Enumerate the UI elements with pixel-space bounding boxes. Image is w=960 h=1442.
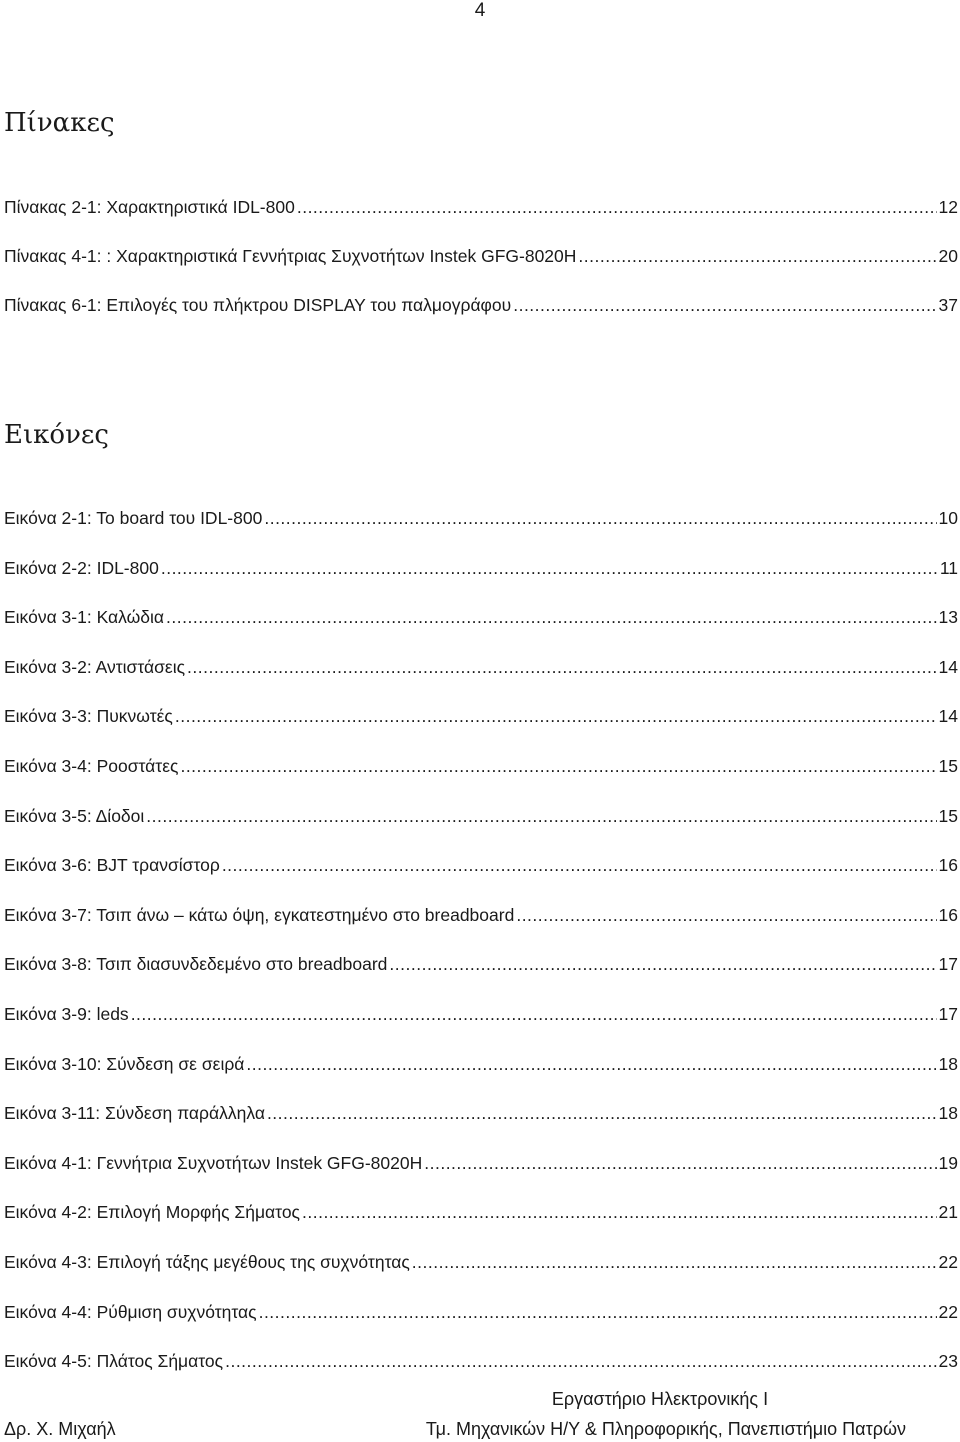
- toc-entry-title: Πίνακας 4-1: : Χαρακτηριστικά Γεννήτριας Συχνοτήτων Instek GFG-8020H: [4, 246, 577, 266]
- toc-entry[interactable]: [4, 755, 958, 777]
- toc-entry-title: Πίνακας 6-1: Επιλογές του πλήκτρου DISPLAY του παλμογράφου: [4, 295, 512, 315]
- tables-heading: Πίνακες: [4, 108, 115, 138]
- page-number: 4: [474, 0, 486, 21]
- toc-entry[interactable]: [4, 1152, 958, 1174]
- toc-entry-title: Εικόνα 4-4: Ρύθμιση συχνότητας: [4, 1301, 257, 1322]
- toc-entry-title: Εικόνα 3-2: Αντιστάσεις: [4, 656, 186, 677]
- dot-leader: [516, 904, 936, 926]
- toc-entry-page: 10: [938, 508, 958, 528]
- figures-heading: Εικόνες: [4, 420, 109, 450]
- dot-leader: [166, 606, 936, 628]
- toc-entry-page: 37: [938, 295, 958, 315]
- toc-entry[interactable]: [4, 507, 958, 529]
- dot-leader: [513, 294, 936, 316]
- dot-leader: [267, 1102, 937, 1124]
- toc-entry-page: 17: [938, 954, 958, 975]
- toc-entry-page: 19: [938, 1152, 958, 1173]
- toc-entry-title: Πίνακας 2-1: Χαρακτηριστικά IDL-800: [4, 197, 295, 217]
- toc-entry-title: Εικόνα 3-8: Τσιπ διασυνδεδεμένο στο breadboard: [4, 954, 388, 975]
- toc-entry-page: 22: [938, 1251, 958, 1272]
- dot-leader: [302, 1201, 937, 1223]
- toc-entry[interactable]: [4, 1053, 958, 1075]
- toc-entry[interactable]: [4, 1251, 958, 1273]
- toc-entry-title: Εικόνα 4-5: Πλάτος Σήματος: [4, 1351, 224, 1372]
- dot-leader: [131, 1003, 937, 1025]
- figures-list: [4, 507, 958, 1400]
- dot-leader: [187, 656, 937, 678]
- toc-entry-title: Εικόνα 3-3: Πυκνωτές: [4, 706, 173, 727]
- dot-leader: [578, 245, 936, 267]
- toc-entry[interactable]: [4, 196, 958, 218]
- toc-entry-title: Εικόνα 3-1: Καλώδια: [4, 607, 165, 628]
- tables-list: [4, 196, 958, 343]
- toc-entry-title: Εικόνα 4-3: Επιλογή τάξης μεγέθους της συχνότητας: [4, 1251, 410, 1272]
- dot-leader: [259, 1301, 937, 1323]
- toc-entry[interactable]: [4, 904, 958, 926]
- toc-entry-page: 23: [938, 1351, 958, 1372]
- toc-entry-title: Εικόνα 2-2: IDL-800: [4, 557, 159, 578]
- dot-leader: [246, 1053, 936, 1075]
- toc-entry-title: Εικόνα 3-6: BJT τρανσίστορ: [4, 855, 220, 876]
- toc-entry-page: 14: [938, 706, 958, 727]
- footer-author: Δρ. Χ. Μιχαήλ: [4, 1419, 116, 1439]
- toc-entry-title: Εικόνα 4-1: Γεννήτρια Συχνοτήτων Instek GFG-8020H: [4, 1152, 423, 1173]
- toc-entry-page: 11: [939, 557, 958, 578]
- toc-entry-page: 15: [938, 755, 958, 776]
- toc-entry[interactable]: [4, 656, 958, 678]
- toc-entry-title: Εικόνα 3-5: Δίοδοι: [4, 805, 145, 826]
- toc-entry-page: 22: [938, 1301, 958, 1322]
- toc-entry-page: 21: [938, 1202, 958, 1223]
- dot-leader: [180, 755, 936, 777]
- toc-entry-title: Εικόνα 3-7: Τσιπ άνω – κάτω όψη, εγκατεστημένο στο breadboard: [4, 904, 515, 925]
- toc-entry-title: Εικόνα 3-11: Σύνδεση παράλληλα: [4, 1103, 265, 1124]
- toc-entry[interactable]: [4, 854, 958, 876]
- toc-entry-page: 17: [938, 1003, 958, 1024]
- toc-entry-page: 20: [938, 246, 958, 266]
- dot-leader: [297, 196, 937, 218]
- toc-entry[interactable]: [4, 245, 958, 267]
- toc-entry-title: Εικόνα 2-1: Το board του IDL-800: [4, 508, 263, 528]
- toc-entry-page: 18: [938, 1053, 958, 1074]
- dot-leader: [146, 805, 936, 827]
- dot-leader: [161, 557, 938, 579]
- toc-entry[interactable]: [4, 1201, 958, 1223]
- dot-leader: [264, 507, 936, 529]
- toc-entry-page: 14: [938, 656, 958, 677]
- toc-entry[interactable]: [4, 705, 958, 727]
- toc-entry[interactable]: [4, 557, 958, 579]
- toc-entry-title: Εικόνα 4-2: Επιλογή Μορφής Σήματος: [4, 1202, 300, 1223]
- toc-entry[interactable]: [4, 1102, 958, 1124]
- toc-entry-title: Εικόνα 3-4: Ροοστάτες: [4, 755, 179, 776]
- toc-entry[interactable]: [4, 1301, 958, 1323]
- toc-entry[interactable]: [4, 294, 958, 316]
- toc-entry-page: 13: [938, 607, 958, 628]
- dot-leader: [424, 1152, 936, 1174]
- toc-entry-page: 18: [938, 1103, 958, 1124]
- toc-entry[interactable]: [4, 1003, 958, 1025]
- dot-leader: [412, 1251, 937, 1273]
- toc-entry[interactable]: [4, 1350, 958, 1372]
- toc-entry-page: 16: [938, 904, 958, 925]
- toc-entry[interactable]: [4, 953, 958, 975]
- toc-entry[interactable]: [4, 606, 958, 628]
- dot-leader: [389, 953, 936, 975]
- footer-department: Τμ. Μηχανικών Η/Υ & Πληροφορικής, Πανεπιστήμιο Πατρών: [425, 1419, 906, 1439]
- toc-entry-title: Εικόνα 3-10: Σύνδεση σε σειρά: [4, 1053, 245, 1074]
- toc-entry-page: 16: [938, 855, 958, 876]
- dot-leader: [175, 705, 937, 727]
- toc-entry-page: 15: [938, 805, 958, 826]
- toc-entry-page: 12: [938, 197, 958, 217]
- dot-leader: [225, 1350, 936, 1372]
- toc-entry[interactable]: [4, 805, 958, 827]
- dot-leader: [222, 854, 937, 876]
- footer-lab-name: Εργαστήριο Ηλεκτρονικής Ι: [551, 1389, 769, 1409]
- toc-entry-title: Εικόνα 3-9: leds: [4, 1003, 129, 1024]
